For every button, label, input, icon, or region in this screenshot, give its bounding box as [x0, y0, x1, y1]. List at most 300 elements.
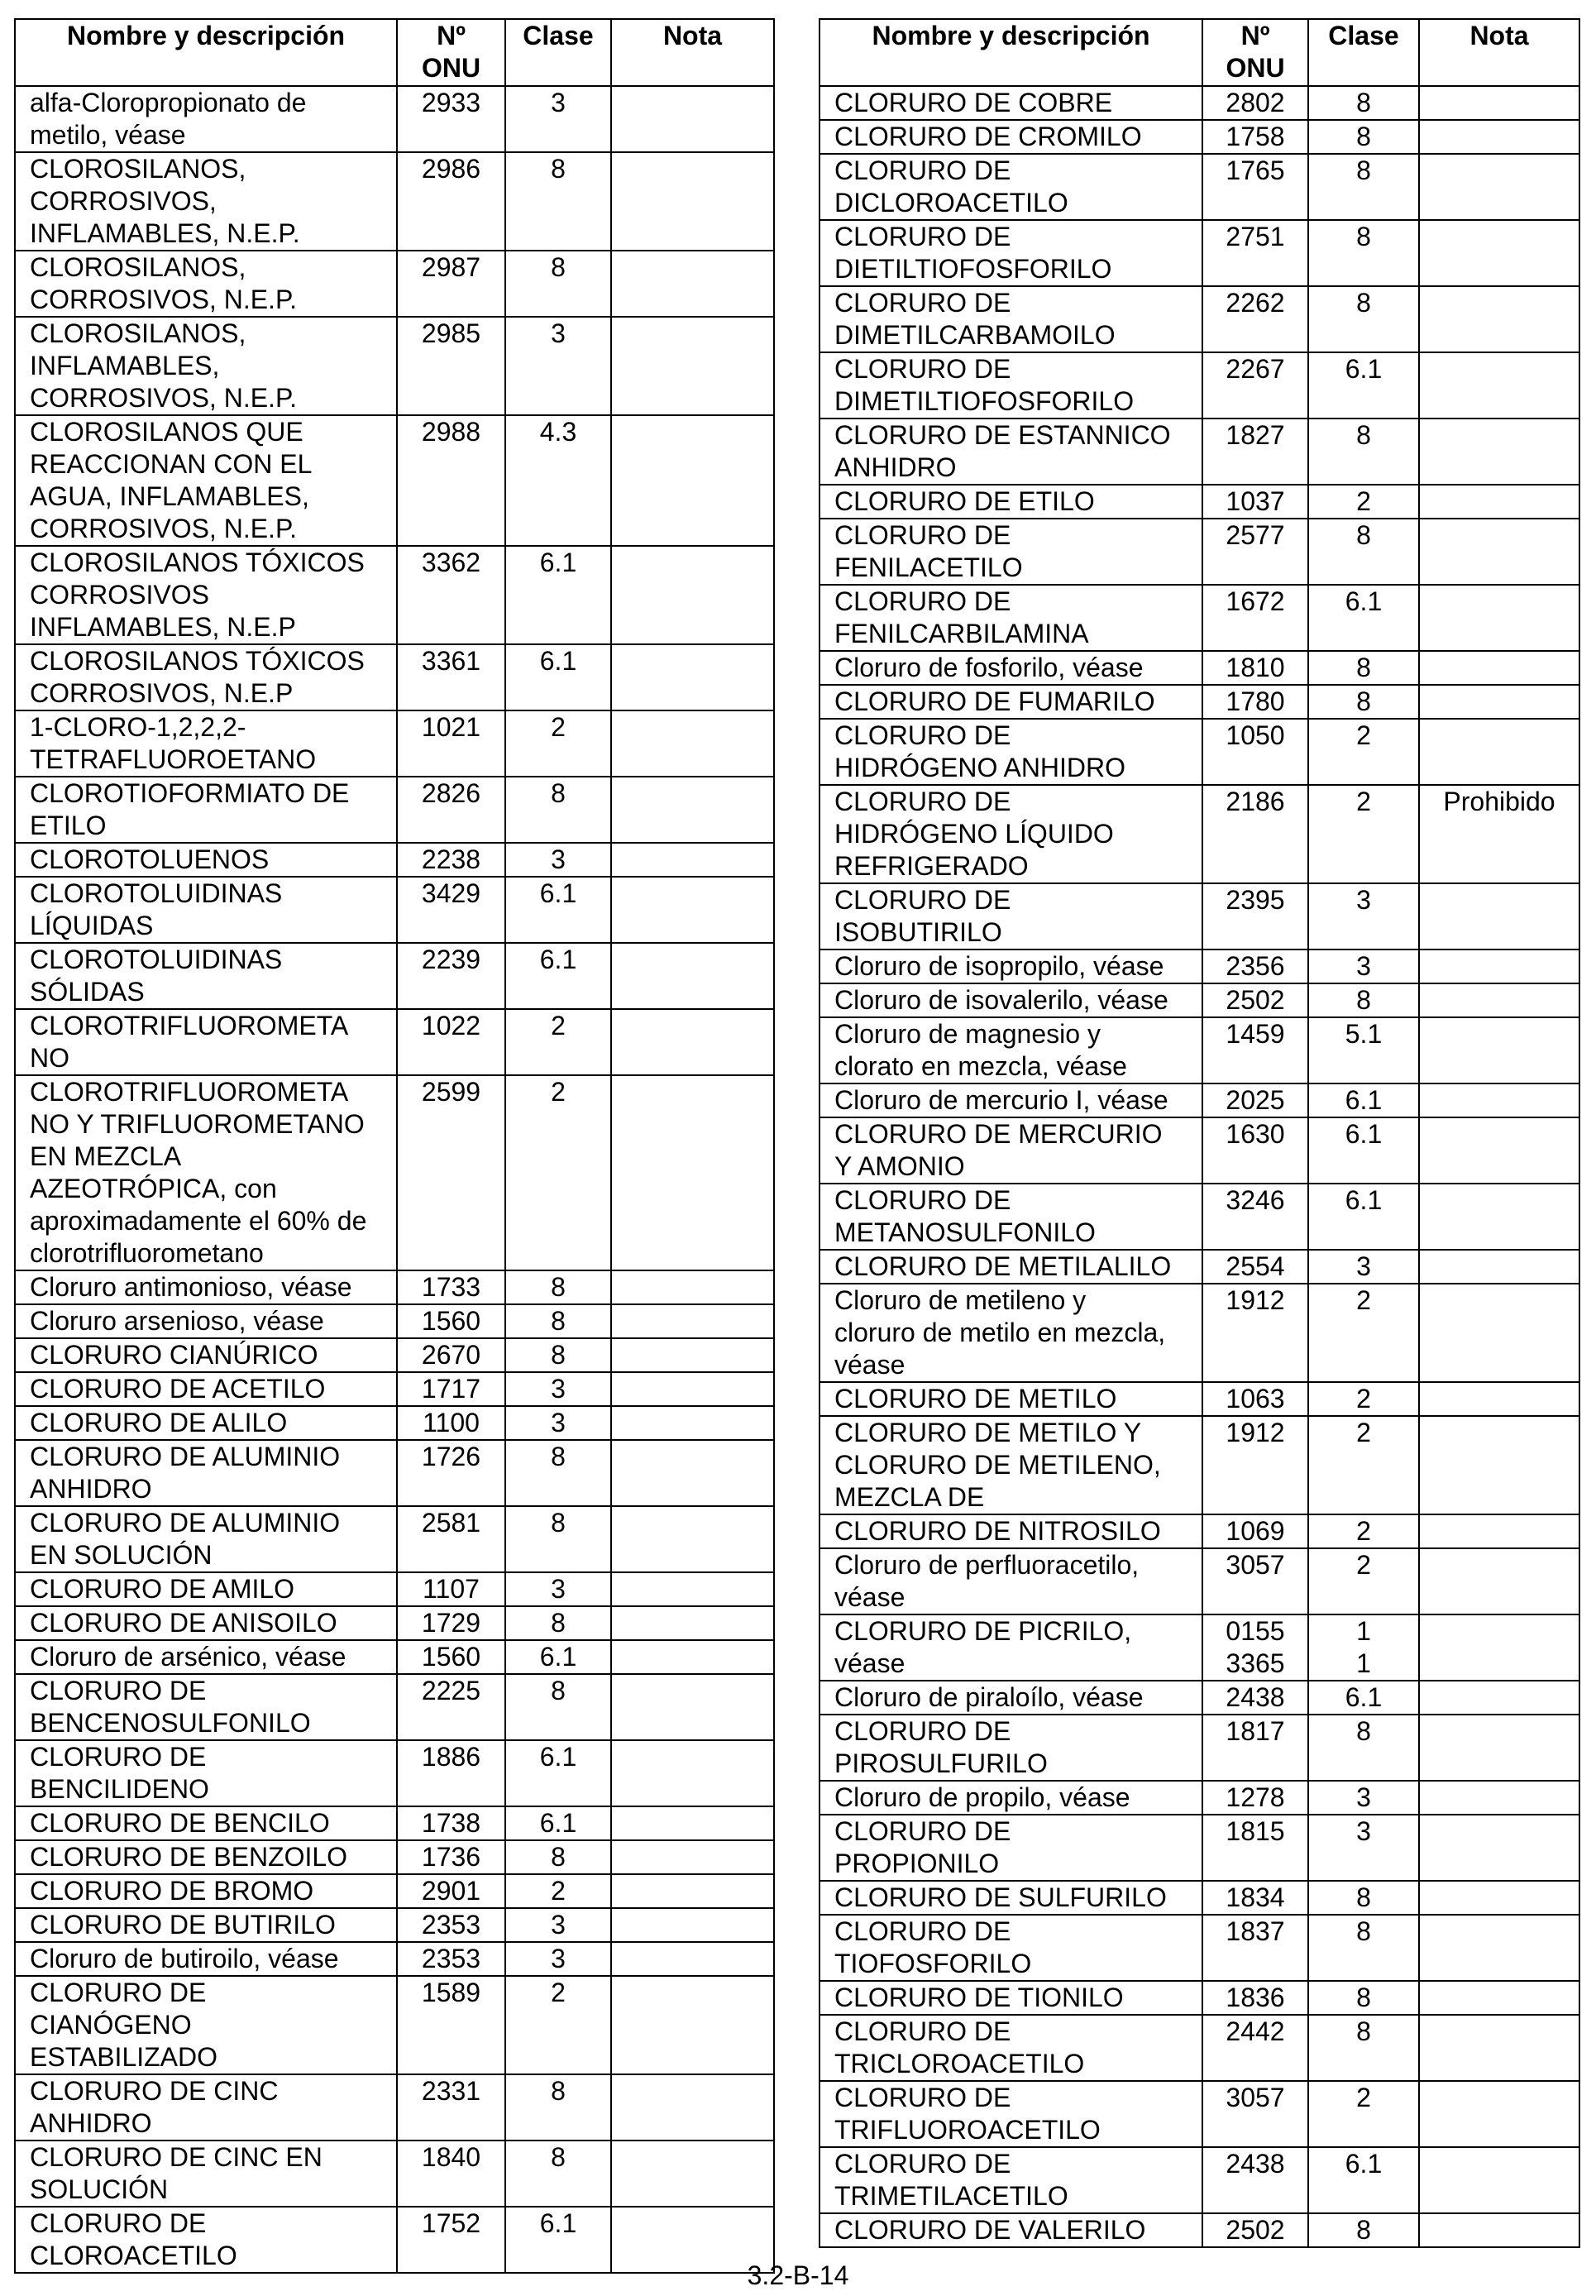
hazard-class: 2: [505, 1874, 611, 1908]
entry-name: Cloruro antimonioso, véase: [15, 1270, 397, 1304]
note: [1419, 1614, 1579, 1681]
onu-number: 1817: [1202, 1715, 1308, 1781]
left-table-body: [15, 86, 774, 2273]
hazard-class: 8: [1308, 1715, 1419, 1781]
hazard-class: 8: [1308, 1915, 1419, 1981]
entry-name: alfa-Cloropropionato de metilo, véase: [15, 86, 397, 152]
onu-number: 2987: [397, 251, 505, 317]
onu-number: 2238: [397, 843, 505, 877]
hazard-class: 6.1: [1308, 2147, 1419, 2213]
entry-name: Cloruro de propilo, véase: [820, 1781, 1202, 1815]
table-row: [15, 2074, 774, 2141]
entry-name: Cloruro de magnesio y clorato en mezcla, véase: [820, 1017, 1202, 1083]
entry-name: CLOROTRIFLUOROMETA NO: [15, 1009, 397, 1075]
entry-name: CLORURO DE ALILO: [15, 1406, 397, 1440]
note: [611, 843, 774, 877]
table-row: [820, 1017, 1579, 1083]
note: [611, 1840, 774, 1874]
table-row: [820, 1981, 1579, 2015]
note: [611, 1075, 774, 1270]
note: [1419, 1715, 1579, 1781]
table-row: [15, 1606, 774, 1640]
table-row: [15, 415, 774, 546]
entry-name: CLORURO DE ALUMINIO ANHIDRO: [15, 1440, 397, 1506]
hazard-class: 2: [1308, 1548, 1419, 1614]
table-row: [15, 152, 774, 251]
onu-number: 1834: [1202, 1881, 1308, 1915]
table-row: [820, 519, 1579, 585]
note: [611, 1506, 774, 1572]
table-row: [820, 1083, 1579, 1117]
note: [611, 1572, 774, 1606]
entry-name: CLORURO DE METILO: [820, 1382, 1202, 1416]
entry-name: Cloruro de isovalerilo, véase: [820, 983, 1202, 1017]
note: [1419, 154, 1579, 220]
onu-number: 1729: [397, 1606, 505, 1640]
onu-number: 2025: [1202, 1083, 1308, 1117]
note: [1419, 2015, 1579, 2081]
onu-number: 2502: [1202, 2213, 1308, 2247]
onu-number: 1736: [397, 1840, 505, 1874]
entry-name: CLORURO DE BENCILIDENO: [15, 1740, 397, 1806]
note: [611, 2074, 774, 2141]
onu-number: 1022: [397, 1009, 505, 1075]
note: [1419, 1284, 1579, 1382]
onu-number: 2442: [1202, 2015, 1308, 2081]
entry-name: CLORURO DE CINC EN SOLUCIÓN: [15, 2141, 397, 2207]
table-row: [820, 352, 1579, 419]
header-row: [15, 19, 774, 86]
onu-number: 0155 3365: [1202, 1614, 1308, 1681]
entry-name: CLORURO CIANÚRICO: [15, 1338, 397, 1372]
onu-number: 2225: [397, 1674, 505, 1740]
hazard-class: 1 1: [1308, 1614, 1419, 1681]
entry-name: CLORURO DE DICLOROACETILO: [820, 154, 1202, 220]
table-row: [15, 1440, 774, 1506]
hazard-class: 8: [505, 2074, 611, 2141]
onu-number: 1021: [397, 710, 505, 777]
note: [1419, 1514, 1579, 1548]
note: [1419, 685, 1579, 719]
note: [1419, 286, 1579, 352]
hazard-class: 8: [1308, 120, 1419, 154]
note: [1419, 1681, 1579, 1715]
entry-name: CLORURO DE ETILO: [820, 485, 1202, 519]
entry-name: CLORURO DE DIMETILCARBAMOILO: [820, 286, 1202, 352]
table-row: [15, 1908, 774, 1942]
note: [1419, 983, 1579, 1017]
onu-number: 2988: [397, 415, 505, 546]
entry-name: CLORURO DE ESTANNICO ANHIDRO: [820, 419, 1202, 485]
hazard-class: 6.1: [505, 1806, 611, 1840]
entry-name: CLORURO DE CINC ANHIDRO: [15, 2074, 397, 2141]
note: [611, 877, 774, 943]
hazard-class: 6.1: [505, 546, 611, 644]
hazard-class: 3: [505, 1406, 611, 1440]
hazard-class: 6.1: [1308, 1083, 1419, 1117]
right-table-body: [820, 86, 1579, 2247]
note: [1419, 2081, 1579, 2147]
hazard-class: 8: [505, 1304, 611, 1338]
onu-number: 1912: [1202, 1284, 1308, 1382]
table-row: [15, 1740, 774, 1806]
table-row: [820, 1548, 1579, 1614]
hazard-class: 3: [505, 86, 611, 152]
onu-number: 2826: [397, 777, 505, 843]
note: [611, 1009, 774, 1075]
note: [611, 2141, 774, 2207]
hazard-class: 3: [505, 843, 611, 877]
hazard-class: 8: [505, 1338, 611, 1372]
onu-number: 1560: [397, 1640, 505, 1674]
left-table: [14, 18, 775, 2274]
onu-number: 1069: [1202, 1514, 1308, 1548]
table-row: [820, 785, 1579, 883]
onu-number: 1837: [1202, 1915, 1308, 1981]
onu-number: 2267: [1202, 352, 1308, 419]
table-row: [820, 1915, 1579, 1981]
hazard-class: 8: [505, 1840, 611, 1874]
table-row: [820, 1681, 1579, 1715]
header-name: Nombre y descripción: [820, 19, 1202, 86]
header-name: Nombre y descripción: [15, 19, 397, 86]
hazard-class: 2: [1308, 785, 1419, 883]
note: [1419, 485, 1579, 519]
note: [611, 415, 774, 546]
hazard-class: 3: [505, 1908, 611, 1942]
note: [1419, 1416, 1579, 1514]
table-row: [820, 1284, 1579, 1382]
table-row: [820, 1781, 1579, 1815]
table-row: [15, 1942, 774, 1976]
header-onu: Nº ONU: [1202, 19, 1308, 86]
hazard-class: 8: [1308, 685, 1419, 719]
header-onu: Nº ONU: [397, 19, 505, 86]
entry-name: CLORURO DE TRICLOROACETILO: [820, 2015, 1202, 2081]
hazard-class: 2: [1308, 1382, 1419, 1416]
table-row: [820, 1382, 1579, 1416]
hazard-class: 3: [1308, 1815, 1419, 1881]
hazard-class: 2: [505, 710, 611, 777]
table-row: [820, 485, 1579, 519]
note: [611, 1976, 774, 2074]
onu-number: 1840: [397, 2141, 505, 2207]
table-row: [15, 877, 774, 943]
entry-name: CLORURO DE BENCENOSULFONILO: [15, 1674, 397, 1740]
note: [1419, 120, 1579, 154]
note: [611, 152, 774, 251]
hazard-class: 6.1: [505, 1640, 611, 1674]
note: [611, 1942, 774, 1976]
entry-name: CLORURO DE METANOSULFONILO: [820, 1184, 1202, 1250]
onu-number: 1560: [397, 1304, 505, 1338]
note: [611, 1874, 774, 1908]
note: [1419, 86, 1579, 120]
entry-name: CLORURO DE ACETILO: [15, 1372, 397, 1406]
onu-number: 1780: [1202, 685, 1308, 719]
note: [611, 777, 774, 843]
entry-name: CLORURO DE METILO Y CLORURO DE METILENO, MEZCLA DE: [820, 1416, 1202, 1514]
hazard-class: 8: [505, 152, 611, 251]
table-row: [15, 1572, 774, 1606]
entry-name: CLOROTOLUIDINAS SÓLIDAS: [15, 943, 397, 1009]
entry-name: CLOROSILANOS, CORROSIVOS, INFLAMABLES, N.E.P.: [15, 152, 397, 251]
note: [1419, 352, 1579, 419]
hazard-class: 4.3: [505, 415, 611, 546]
hazard-class: 8: [505, 777, 611, 843]
entry-name: CLORURO DE DIMETILTIOFOSFORILO: [820, 352, 1202, 419]
entry-name: CLORURO DE ALUMINIO EN SOLUCIÓN: [15, 1506, 397, 1572]
entry-name: CLOROTOLUENOS: [15, 843, 397, 877]
onu-number: 2751: [1202, 220, 1308, 286]
entry-name: CLOROSILANOS QUE REACCIONAN CON EL AGUA, INFLAMABLES, CORROSIVOS, N.E.P.: [15, 415, 397, 546]
entry-name: CLOROSILANOS, CORROSIVOS, N.E.P.: [15, 251, 397, 317]
entry-name: CLORURO DE BUTIRILO: [15, 1908, 397, 1942]
note: [611, 1372, 774, 1406]
note: [1419, 2147, 1579, 2213]
onu-number: 2438: [1202, 1681, 1308, 1715]
hazard-class: 2: [505, 1075, 611, 1270]
onu-number: 1810: [1202, 651, 1308, 685]
onu-number: 3057: [1202, 1548, 1308, 1614]
onu-number: 2239: [397, 943, 505, 1009]
entry-name: CLORURO DE PROPIONILO: [820, 1815, 1202, 1881]
table-row: [820, 1416, 1579, 1514]
hazard-class: 8: [1308, 1981, 1419, 2015]
hazard-class: 8: [505, 1606, 611, 1640]
onu-number: 1758: [1202, 120, 1308, 154]
table-row: [820, 883, 1579, 949]
onu-number: 2986: [397, 152, 505, 251]
entry-name: CLORURO DE HIDRÓGENO LÍQUIDO REFRIGERADO: [820, 785, 1202, 883]
hazard-class: 2: [1308, 2081, 1419, 2147]
entry-name: CLOROSILANOS TÓXICOS CORROSIVOS INFLAMABLES, N.E.P: [15, 546, 397, 644]
table-row: [820, 2147, 1579, 2213]
onu-number: 1107: [397, 1572, 505, 1606]
note: [1419, 585, 1579, 651]
table-row: [820, 1815, 1579, 1881]
hazard-class: 3: [505, 1942, 611, 1976]
table-row: [820, 86, 1579, 120]
header-clase: Clase: [1308, 19, 1419, 86]
entry-name: CLORURO DE PIROSULFURILO: [820, 1715, 1202, 1781]
note: [611, 1304, 774, 1338]
table-row: [15, 644, 774, 710]
note: [1419, 1815, 1579, 1881]
entry-name: Cloruro de fosforilo, véase: [820, 651, 1202, 685]
hazard-class: 8: [1308, 519, 1419, 585]
note: [611, 317, 774, 415]
note: [1419, 949, 1579, 983]
entry-name: CLOROTOLUIDINAS LÍQUIDAS: [15, 877, 397, 943]
table-row: [15, 1976, 774, 2074]
onu-number: 1726: [397, 1440, 505, 1506]
entry-name: CLORURO DE TRIMETILACETILO: [820, 2147, 1202, 2213]
entry-name: CLORURO DE COBRE: [820, 86, 1202, 120]
table-row: [15, 1874, 774, 1908]
onu-number: 1765: [1202, 154, 1308, 220]
hazard-class: 8: [1308, 1881, 1419, 1915]
table-row: [15, 1406, 774, 1440]
hazard-class: 3: [505, 1572, 611, 1606]
table-row: [820, 719, 1579, 785]
onu-number: 2901: [397, 1874, 505, 1908]
table-row: [820, 1514, 1579, 1548]
entry-name: CLORURO DE CIANÓGENO ESTABILIZADO: [15, 1976, 397, 2074]
note: [1419, 1250, 1579, 1284]
hazard-class: 6.1: [505, 644, 611, 710]
onu-number: 1589: [397, 1976, 505, 2074]
onu-number: 2985: [397, 317, 505, 415]
note: [611, 1338, 774, 1372]
note: [611, 1674, 774, 1740]
note: [1419, 2213, 1579, 2247]
hazard-class: 8: [1308, 220, 1419, 286]
onu-number: 1630: [1202, 1117, 1308, 1184]
table-row: [820, 286, 1579, 352]
onu-number: 2353: [397, 1942, 505, 1976]
entry-name: Cloruro de piraloílo, véase: [820, 1681, 1202, 1715]
table-row: [820, 419, 1579, 485]
onu-number: 1815: [1202, 1815, 1308, 1881]
entry-name: CLORURO DE BROMO: [15, 1874, 397, 1908]
table-row: [820, 2015, 1579, 2081]
note: [1419, 220, 1579, 286]
header-nota: Nota: [1419, 19, 1579, 86]
note: [1419, 1781, 1579, 1815]
entry-name: CLORURO DE CLOROACETILO: [15, 2207, 397, 2273]
note: [611, 1440, 774, 1506]
note: [611, 1606, 774, 1640]
table-row: [820, 1184, 1579, 1250]
entry-name: Cloruro de isopropilo, véase: [820, 949, 1202, 983]
entry-name: CLORURO DE ANISOILO: [15, 1606, 397, 1640]
hazard-class: 6.1: [1308, 1681, 1419, 1715]
onu-number: 2554: [1202, 1250, 1308, 1284]
hazard-class: 8: [505, 1270, 611, 1304]
onu-number: 1037: [1202, 485, 1308, 519]
entry-name: CLORURO DE ISOBUTIRILO: [820, 883, 1202, 949]
note: [611, 710, 774, 777]
hazard-class: 2: [505, 1976, 611, 2074]
table-row: [820, 949, 1579, 983]
table-row: [820, 1117, 1579, 1184]
table-row: [15, 843, 774, 877]
entry-name: CLORURO DE BENZOILO: [15, 1840, 397, 1874]
table-row: [15, 1372, 774, 1406]
table-row: [15, 710, 774, 777]
table-row: [820, 1614, 1579, 1681]
entry-name: CLORURO DE VALERILO: [820, 2213, 1202, 2247]
table-row: [15, 317, 774, 415]
table-row: [15, 1338, 774, 1372]
entry-name: CLORURO DE FENILACETILO: [820, 519, 1202, 585]
onu-number: 2802: [1202, 86, 1308, 120]
table-row: [15, 1506, 774, 1572]
onu-number: 3362: [397, 546, 505, 644]
onu-number: 2670: [397, 1338, 505, 1372]
entry-name: Cloruro arsenioso, véase: [15, 1304, 397, 1338]
table-row: [820, 983, 1579, 1017]
hazard-class: 2: [1308, 1514, 1419, 1548]
onu-number: 2353: [397, 1908, 505, 1942]
table-row: [15, 546, 774, 644]
entry-name: CLORURO DE DIETILTIOFOSFORILO: [820, 220, 1202, 286]
onu-number: 2577: [1202, 519, 1308, 585]
table-row: [15, 1640, 774, 1674]
table-row: [15, 1270, 774, 1304]
note: [1419, 1548, 1579, 1614]
hazard-class: 8: [505, 1674, 611, 1740]
hazard-class: 6.1: [505, 2207, 611, 2273]
onu-number: 2356: [1202, 949, 1308, 983]
note: [1419, 419, 1579, 485]
entry-name: CLORURO DE METILALILO: [820, 1250, 1202, 1284]
entry-name: 1-CLORO-1,2,2,2- TETRAFLUOROETANO: [15, 710, 397, 777]
onu-number: 1752: [397, 2207, 505, 2273]
hazard-class: 3: [1308, 1781, 1419, 1815]
entry-name: CLOROTRIFLUOROMETA NO Y TRIFLUOROMETANO EN MEZCLA AZEOTRÓPICA, con aproximadamente el 60% de clorotrifluorometano: [15, 1075, 397, 1270]
onu-number: 1278: [1202, 1781, 1308, 1815]
entry-name: CLOROSILANOS TÓXICOS CORROSIVOS, N.E.P: [15, 644, 397, 710]
entry-name: CLORURO DE BENCILO: [15, 1806, 397, 1840]
note: [1419, 1915, 1579, 1981]
entry-name: CLORURO DE MERCURIO Y AMONIO: [820, 1117, 1202, 1184]
note: [611, 546, 774, 644]
table-row: [15, 1806, 774, 1840]
hazard-class: 2: [1308, 1284, 1419, 1382]
header-clase: Clase: [505, 19, 611, 86]
table-row: [15, 1009, 774, 1075]
note: [1419, 1881, 1579, 1915]
onu-number: 1717: [397, 1372, 505, 1406]
note: [1419, 651, 1579, 685]
hazard-class: 6.1: [1308, 1184, 1419, 1250]
note: [611, 1908, 774, 1942]
onu-number: 3429: [397, 877, 505, 943]
hazard-class: 8: [1308, 2015, 1419, 2081]
entry-name: CLORURO DE AMILO: [15, 1572, 397, 1606]
onu-number: 1836: [1202, 1981, 1308, 2015]
hazard-class: 6.1: [1308, 585, 1419, 651]
table-row: [820, 1715, 1579, 1781]
hazard-class: 3: [1308, 1250, 1419, 1284]
table-row: [820, 651, 1579, 685]
onu-number: 3057: [1202, 2081, 1308, 2147]
onu-number: 1733: [397, 1270, 505, 1304]
entry-name: CLORURO DE TIOFOSFORILO: [820, 1915, 1202, 1981]
entry-name: CLOROSILANOS, INFLAMABLES, CORROSIVOS, N.E.P.: [15, 317, 397, 415]
note: [611, 1806, 774, 1840]
header-nota: Nota: [611, 19, 774, 86]
note: [1419, 1184, 1579, 1250]
hazard-class: 6.1: [505, 943, 611, 1009]
table-row: [15, 2141, 774, 2207]
hazard-class: 2: [1308, 485, 1419, 519]
note: [1419, 1981, 1579, 2015]
entry-name: Cloruro de butiroilo, véase: [15, 1942, 397, 1976]
note: [1419, 519, 1579, 585]
table-row: [820, 120, 1579, 154]
onu-number: 1050: [1202, 719, 1308, 785]
hazard-class: 3: [505, 317, 611, 415]
note: [1419, 1083, 1579, 1117]
hazard-class: 3: [1308, 949, 1419, 983]
note: [1419, 1017, 1579, 1083]
note: [611, 1270, 774, 1304]
onu-number: 1459: [1202, 1017, 1308, 1083]
table-row: [820, 154, 1579, 220]
